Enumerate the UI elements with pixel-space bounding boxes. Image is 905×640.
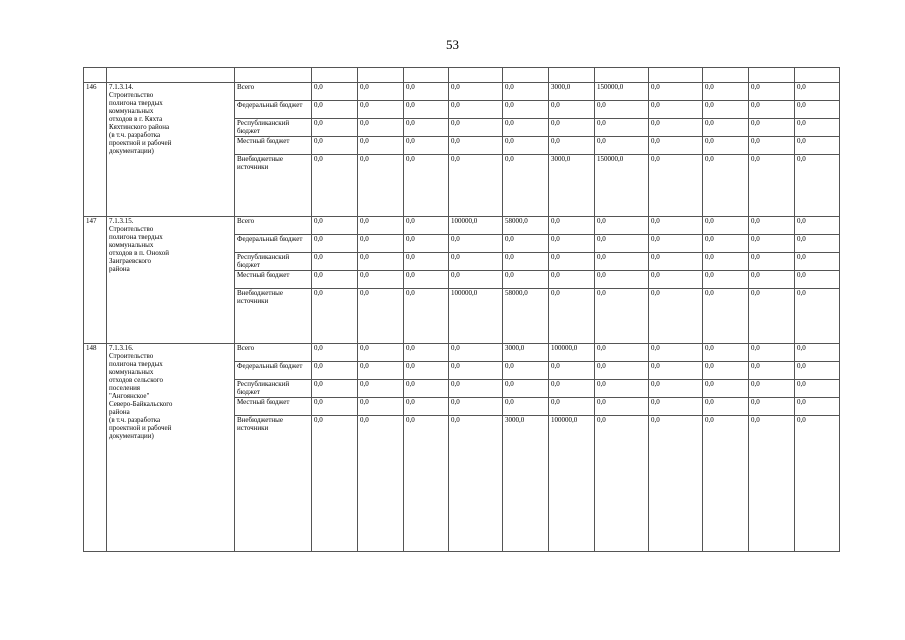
value-cell: 0,0 bbox=[503, 271, 549, 289]
value-cell: 0,0 bbox=[749, 289, 795, 344]
row-number: 147 bbox=[84, 217, 107, 344]
value-cell: 0,0 bbox=[795, 416, 840, 552]
table-row bbox=[84, 344, 840, 362]
header-cell bbox=[358, 68, 404, 83]
value-cell: 0,0 bbox=[649, 380, 703, 398]
value-cell: 0,0 bbox=[703, 398, 749, 416]
value-cell: 0,0 bbox=[312, 253, 358, 271]
header-cell bbox=[595, 68, 649, 83]
funding-source-label: Внебюджетные источники bbox=[235, 416, 312, 552]
value-cell: 0,0 bbox=[503, 101, 549, 119]
value-cell: 0,0 bbox=[795, 235, 840, 253]
value-cell: 0,0 bbox=[312, 380, 358, 398]
value-cell: 3000,0 bbox=[549, 83, 595, 101]
value-cell: 0,0 bbox=[503, 362, 549, 380]
value-cell: 0,0 bbox=[795, 344, 840, 362]
value-cell: 0,0 bbox=[649, 398, 703, 416]
funding-source-label: Внебюджетные источники bbox=[235, 289, 312, 344]
value-cell: 0,0 bbox=[449, 101, 503, 119]
value-cell: 0,0 bbox=[503, 235, 549, 253]
header-cell bbox=[749, 68, 795, 83]
value-cell: 0,0 bbox=[795, 119, 840, 137]
value-cell: 0,0 bbox=[703, 253, 749, 271]
value-cell: 0,0 bbox=[795, 253, 840, 271]
value-cell: 0,0 bbox=[404, 83, 449, 101]
value-cell: 0,0 bbox=[649, 235, 703, 253]
value-cell: 0,0 bbox=[749, 119, 795, 137]
value-cell: 0,0 bbox=[358, 362, 404, 380]
value-cell: 0,0 bbox=[449, 83, 503, 101]
table-row bbox=[84, 217, 840, 235]
value-cell: 0,0 bbox=[358, 416, 404, 552]
value-cell: 0,0 bbox=[795, 101, 840, 119]
header-cell bbox=[84, 68, 107, 83]
value-cell: 0,0 bbox=[649, 416, 703, 552]
value-cell: 0,0 bbox=[358, 344, 404, 362]
value-cell: 0,0 bbox=[312, 398, 358, 416]
funding-source-label: Федеральный бюджет bbox=[235, 362, 312, 380]
value-cell: 0,0 bbox=[312, 289, 358, 344]
value-cell: 0,0 bbox=[358, 271, 404, 289]
value-cell: 0,0 bbox=[358, 101, 404, 119]
header-cell bbox=[449, 68, 503, 83]
value-cell: 0,0 bbox=[649, 83, 703, 101]
value-cell: 0,0 bbox=[749, 271, 795, 289]
funding-source-label: Всего bbox=[235, 83, 312, 101]
value-cell: 0,0 bbox=[449, 253, 503, 271]
value-cell: 0,0 bbox=[749, 217, 795, 235]
value-cell: 0,0 bbox=[549, 137, 595, 155]
value-cell: 0,0 bbox=[595, 137, 649, 155]
value-cell: 0,0 bbox=[503, 83, 549, 101]
value-cell: 0,0 bbox=[595, 416, 649, 552]
value-cell: 0,0 bbox=[503, 137, 549, 155]
value-cell: 0,0 bbox=[358, 380, 404, 398]
funding-table bbox=[83, 67, 840, 552]
value-cell: 0,0 bbox=[795, 380, 840, 398]
value-cell: 0,0 bbox=[549, 235, 595, 253]
value-cell: 0,0 bbox=[312, 137, 358, 155]
value-cell: 0,0 bbox=[795, 271, 840, 289]
value-cell: 0,0 bbox=[795, 398, 840, 416]
value-cell: 0,0 bbox=[358, 253, 404, 271]
value-cell: 0,0 bbox=[358, 155, 404, 217]
funding-source-label: Республиканский бюджет bbox=[235, 380, 312, 398]
table-header-row bbox=[84, 68, 840, 83]
value-cell: 0,0 bbox=[749, 344, 795, 362]
value-cell: 100000,0 bbox=[449, 289, 503, 344]
value-cell: 0,0 bbox=[549, 380, 595, 398]
value-cell: 100000,0 bbox=[449, 217, 503, 235]
value-cell: 0,0 bbox=[404, 362, 449, 380]
value-cell: 0,0 bbox=[404, 217, 449, 235]
value-cell: 0,0 bbox=[449, 380, 503, 398]
value-cell: 0,0 bbox=[749, 235, 795, 253]
value-cell: 0,0 bbox=[703, 362, 749, 380]
funding-source-label: Местный бюджет bbox=[235, 137, 312, 155]
value-cell: 0,0 bbox=[703, 380, 749, 398]
value-cell: 0,0 bbox=[595, 398, 649, 416]
value-cell: 0,0 bbox=[749, 101, 795, 119]
value-cell: 0,0 bbox=[312, 362, 358, 380]
value-cell: 150000,0 bbox=[595, 155, 649, 217]
value-cell: 0,0 bbox=[449, 344, 503, 362]
value-cell: 0,0 bbox=[312, 271, 358, 289]
value-cell: 0,0 bbox=[649, 271, 703, 289]
value-cell: 0,0 bbox=[549, 253, 595, 271]
value-cell: 0,0 bbox=[595, 380, 649, 398]
page-number: 53 bbox=[446, 37, 459, 52]
value-cell: 0,0 bbox=[549, 362, 595, 380]
value-cell: 0,0 bbox=[503, 155, 549, 217]
value-cell: 0,0 bbox=[649, 289, 703, 344]
value-cell: 100000,0 bbox=[549, 344, 595, 362]
value-cell: 0,0 bbox=[449, 416, 503, 552]
value-cell: 0,0 bbox=[358, 119, 404, 137]
value-cell: 0,0 bbox=[595, 253, 649, 271]
value-cell: 0,0 bbox=[312, 119, 358, 137]
value-cell: 0,0 bbox=[649, 101, 703, 119]
value-cell: 0,0 bbox=[404, 289, 449, 344]
funding-source-label: Федеральный бюджет bbox=[235, 101, 312, 119]
value-cell: 0,0 bbox=[503, 119, 549, 137]
value-cell: 0,0 bbox=[703, 235, 749, 253]
value-cell: 0,0 bbox=[595, 362, 649, 380]
value-cell: 0,0 bbox=[503, 398, 549, 416]
value-cell: 0,0 bbox=[449, 398, 503, 416]
measure-name: 7.1.3.16. Строительство полигона твердых коммунальных отходов сельского поселения "Ангоянское" Северо-Байкальского района (в т.ч. разработка проектной и рабочей документации) bbox=[107, 344, 235, 552]
header-cell bbox=[795, 68, 840, 83]
value-cell: 0,0 bbox=[358, 289, 404, 344]
measure-name: 7.1.3.15. Строительство полигона твердых коммунальных отходов в п. Онохой Заиграевского района bbox=[107, 217, 235, 344]
value-cell: 0,0 bbox=[703, 217, 749, 235]
value-cell: 0,0 bbox=[549, 217, 595, 235]
value-cell: 0,0 bbox=[703, 271, 749, 289]
value-cell: 0,0 bbox=[449, 119, 503, 137]
value-cell: 0,0 bbox=[404, 101, 449, 119]
value-cell: 0,0 bbox=[749, 416, 795, 552]
value-cell: 0,0 bbox=[449, 137, 503, 155]
value-cell: 3000,0 bbox=[503, 344, 549, 362]
value-cell: 0,0 bbox=[649, 253, 703, 271]
value-cell: 3000,0 bbox=[549, 155, 595, 217]
funding-source-label: Федеральный бюджет bbox=[235, 235, 312, 253]
value-cell: 0,0 bbox=[703, 289, 749, 344]
value-cell: 0,0 bbox=[503, 253, 549, 271]
header-cell bbox=[107, 68, 235, 83]
header-cell bbox=[312, 68, 358, 83]
value-cell: 0,0 bbox=[312, 155, 358, 217]
value-cell: 0,0 bbox=[649, 137, 703, 155]
value-cell: 0,0 bbox=[404, 155, 449, 217]
header-cell bbox=[404, 68, 449, 83]
value-cell: 0,0 bbox=[449, 362, 503, 380]
value-cell: 0,0 bbox=[749, 362, 795, 380]
value-cell: 0,0 bbox=[795, 289, 840, 344]
value-cell: 0,0 bbox=[404, 416, 449, 552]
value-cell: 0,0 bbox=[703, 101, 749, 119]
funding-source-label: Республиканский бюджет bbox=[235, 253, 312, 271]
value-cell: 0,0 bbox=[404, 235, 449, 253]
value-cell: 0,0 bbox=[449, 271, 503, 289]
value-cell: 0,0 bbox=[649, 155, 703, 217]
value-cell: 0,0 bbox=[703, 416, 749, 552]
header-cell bbox=[235, 68, 312, 83]
value-cell: 0,0 bbox=[595, 289, 649, 344]
row-number: 148 bbox=[84, 344, 107, 552]
value-cell: 0,0 bbox=[649, 344, 703, 362]
value-cell: 0,0 bbox=[404, 380, 449, 398]
value-cell: 0,0 bbox=[703, 119, 749, 137]
value-cell: 0,0 bbox=[404, 344, 449, 362]
value-cell: 0,0 bbox=[795, 155, 840, 217]
value-cell: 0,0 bbox=[449, 235, 503, 253]
value-cell: 0,0 bbox=[595, 119, 649, 137]
value-cell: 0,0 bbox=[404, 137, 449, 155]
row-number: 146 bbox=[84, 83, 107, 217]
value-cell: 0,0 bbox=[595, 217, 649, 235]
value-cell: 0,0 bbox=[549, 271, 595, 289]
value-cell: 0,0 bbox=[595, 344, 649, 362]
value-cell: 3000,0 bbox=[503, 416, 549, 552]
funding-source-label: Местный бюджет bbox=[235, 271, 312, 289]
value-cell: 58000,0 bbox=[503, 289, 549, 344]
value-cell: 0,0 bbox=[795, 137, 840, 155]
value-cell: 0,0 bbox=[549, 398, 595, 416]
funding-source-label: Всего bbox=[235, 217, 312, 235]
value-cell: 0,0 bbox=[649, 119, 703, 137]
value-cell: 0,0 bbox=[449, 155, 503, 217]
value-cell: 0,0 bbox=[312, 217, 358, 235]
value-cell: 100000,0 bbox=[549, 416, 595, 552]
header-cell bbox=[703, 68, 749, 83]
value-cell: 0,0 bbox=[358, 235, 404, 253]
value-cell: 0,0 bbox=[749, 380, 795, 398]
value-cell: 58000,0 bbox=[503, 217, 549, 235]
value-cell: 0,0 bbox=[749, 137, 795, 155]
value-cell: 0,0 bbox=[312, 235, 358, 253]
value-cell: 0,0 bbox=[312, 416, 358, 552]
value-cell: 0,0 bbox=[358, 137, 404, 155]
value-cell: 0,0 bbox=[404, 119, 449, 137]
value-cell: 0,0 bbox=[404, 271, 449, 289]
value-cell: 0,0 bbox=[404, 398, 449, 416]
value-cell: 0,0 bbox=[595, 101, 649, 119]
value-cell: 0,0 bbox=[358, 398, 404, 416]
value-cell: 0,0 bbox=[649, 217, 703, 235]
value-cell: 0,0 bbox=[703, 137, 749, 155]
value-cell: 0,0 bbox=[749, 398, 795, 416]
value-cell: 0,0 bbox=[549, 101, 595, 119]
value-cell: 0,0 bbox=[358, 83, 404, 101]
value-cell: 0,0 bbox=[549, 119, 595, 137]
header-cell bbox=[649, 68, 703, 83]
funding-source-label: Местный бюджет bbox=[235, 398, 312, 416]
value-cell: 0,0 bbox=[795, 83, 840, 101]
value-cell: 0,0 bbox=[649, 362, 703, 380]
value-cell: 0,0 bbox=[749, 253, 795, 271]
value-cell: 0,0 bbox=[749, 83, 795, 101]
value-cell: 0,0 bbox=[312, 344, 358, 362]
value-cell: 0,0 bbox=[795, 217, 840, 235]
value-cell: 0,0 bbox=[404, 253, 449, 271]
table-row bbox=[84, 83, 840, 101]
funding-source-label: Всего bbox=[235, 344, 312, 362]
value-cell: 0,0 bbox=[358, 217, 404, 235]
value-cell: 0,0 bbox=[703, 83, 749, 101]
value-cell: 0,0 bbox=[595, 271, 649, 289]
value-cell: 0,0 bbox=[703, 155, 749, 217]
measure-name: 7.1.3.14. Строительство полигона твердых коммунальных отходов в г. Кяхта Кяхтинского района (в т.ч. разработка проектной и рабочей документации) bbox=[107, 83, 235, 217]
value-cell: 0,0 bbox=[795, 362, 840, 380]
value-cell: 0,0 bbox=[503, 380, 549, 398]
header-cell bbox=[503, 68, 549, 83]
value-cell: 0,0 bbox=[703, 344, 749, 362]
funding-source-label: Внебюджетные источники bbox=[235, 155, 312, 217]
value-cell: 0,0 bbox=[549, 289, 595, 344]
header-cell bbox=[549, 68, 595, 83]
value-cell: 0,0 bbox=[749, 155, 795, 217]
value-cell: 0,0 bbox=[595, 235, 649, 253]
value-cell: 0,0 bbox=[312, 83, 358, 101]
value-cell: 150000,0 bbox=[595, 83, 649, 101]
value-cell: 0,0 bbox=[312, 101, 358, 119]
funding-source-label: Республиканский бюджет bbox=[235, 119, 312, 137]
